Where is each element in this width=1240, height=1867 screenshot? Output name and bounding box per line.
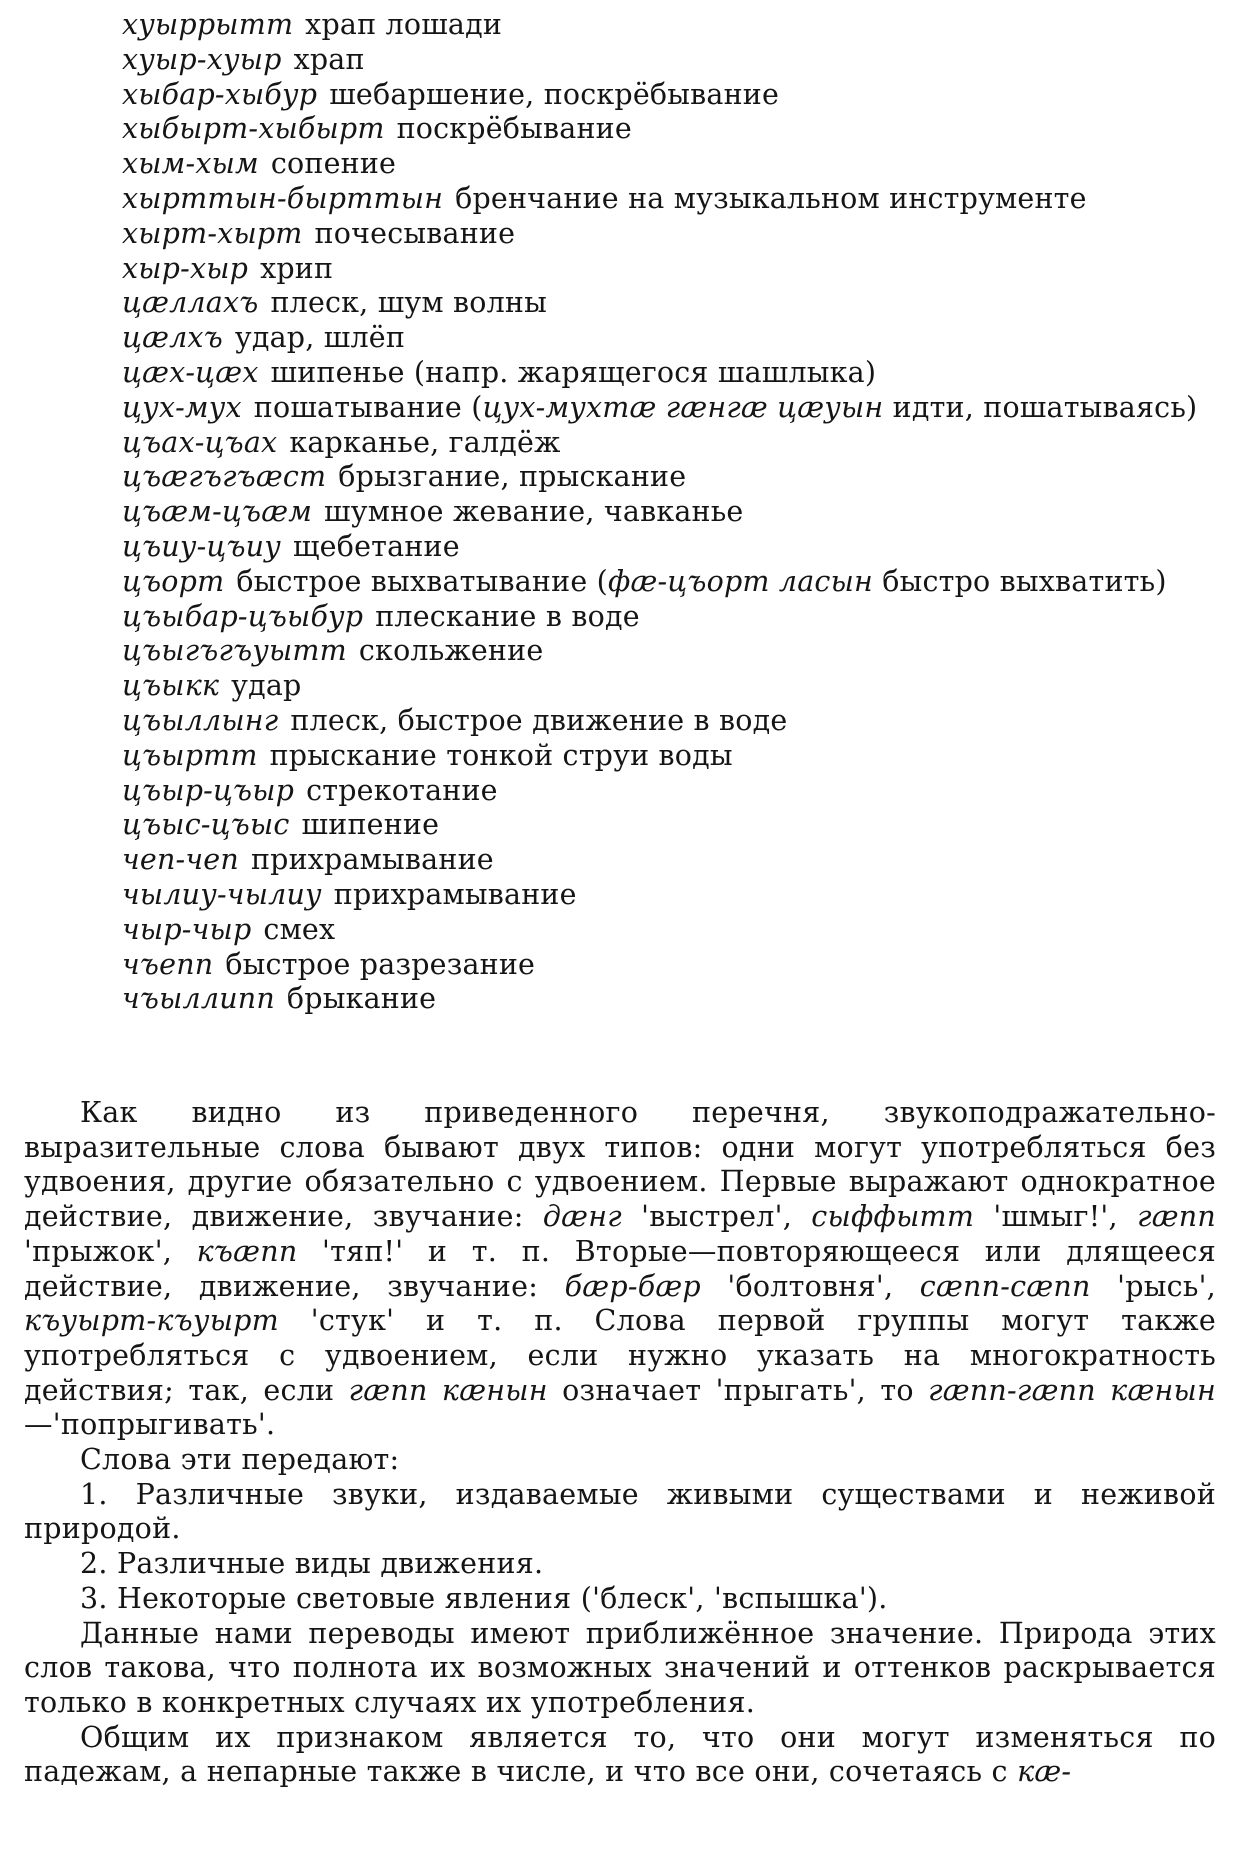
paragraph-translations: Данные нами переводы имеют приближённое значение. Природа этих слов такова, что полнота их возможных значений и оттенков раскрывается только в конкретных случаях их употребления. <box>24 1616 1216 1719</box>
entry-gloss: смех <box>263 912 336 946</box>
list-item <box>0 878 1240 913</box>
entry-gloss: стрекотание <box>306 773 498 807</box>
list-item <box>0 426 1240 461</box>
entry-gloss: хрип <box>260 251 334 285</box>
text-run: 'прыжок', <box>24 1234 197 1268</box>
entry-gloss: плескание в воде <box>375 599 640 633</box>
list-item <box>0 8 1240 43</box>
entry-term: хыр-хыр <box>122 251 249 285</box>
list-item <box>0 252 1240 287</box>
entry-gloss: пошатывание ( <box>253 390 483 424</box>
list-item <box>0 704 1240 739</box>
list-item <box>0 739 1240 774</box>
entry-gloss: удар, шлёп <box>234 321 406 355</box>
text-run: 'выстрел', <box>621 1200 812 1234</box>
entry-gloss: почесывание <box>314 216 516 250</box>
entry-gloss: щебетание <box>292 529 460 563</box>
example-term: дæнг <box>542 1200 622 1234</box>
example-term: кæ- <box>1017 1755 1072 1789</box>
entry-term: хырттын-бырттын <box>122 181 444 215</box>
list-item <box>0 774 1240 809</box>
entry-gloss: быстрое разрезание <box>225 947 536 981</box>
entry-term: цъыкк <box>122 669 220 703</box>
list-item <box>0 948 1240 983</box>
list-item <box>0 391 1240 426</box>
example-term: гæпп кæнын <box>348 1373 548 1407</box>
list-item <box>0 982 1240 1017</box>
entry-term: цъæм-цъæм <box>122 495 313 529</box>
entry-term: хуыр-хуыр <box>122 42 282 76</box>
entry-term: чеп-чеп <box>122 843 239 877</box>
text-run: —'попрыгивать'. <box>24 1408 276 1442</box>
text-run: 'шмыг!', <box>974 1200 1138 1234</box>
entry-gloss: плеск, шум волны <box>270 286 547 320</box>
entry-term: цъыллынг <box>122 703 279 737</box>
example-term: сыффытт <box>811 1200 975 1234</box>
example-term: гæпп <box>1137 1200 1216 1234</box>
list-item <box>0 495 1240 530</box>
paragraph-types <box>24 1096 1216 1443</box>
entry-term: цъыбар-цъыбур <box>122 599 364 633</box>
list-item <box>0 182 1240 217</box>
entry-term: чъепп <box>122 947 214 981</box>
entry-gloss: шипение <box>301 808 440 842</box>
list-item <box>0 356 1240 391</box>
entry-example: фæ-цъорт ласын <box>607 564 873 598</box>
text-run: Как видно из приведенного перечня, звукоподражательно-выразительные слова бывают двух типов: одни могут употребляться без удвоения, другие обязательно с удвоением. Первые выражают однократное действие, движение, звучание: <box>24 1096 1216 1234</box>
list-item <box>0 808 1240 843</box>
list-item <box>0 669 1240 704</box>
list-item <box>0 217 1240 252</box>
entry-term: хыбырт-хыбырт <box>122 112 385 146</box>
entry-term: хырт-хырт <box>122 216 303 250</box>
entry-gloss: брызгание, прыскание <box>338 460 687 494</box>
entry-term: цæлхъ <box>122 321 223 355</box>
list-item <box>0 321 1240 356</box>
list-item <box>0 147 1240 182</box>
entry-gloss-tail: быстро выхватить) <box>872 564 1167 598</box>
example-term: бæр-бæр <box>564 1269 701 1303</box>
list-item <box>0 600 1240 635</box>
entry-gloss: шипенье (напр. жарящегося шашлыка) <box>270 355 877 389</box>
entry-gloss: прихрамывание <box>333 877 577 911</box>
list-item <box>0 634 1240 669</box>
entry-gloss: прыскание тонкой струи воды <box>269 738 733 772</box>
entry-term: цъыртт <box>122 738 258 772</box>
entry-gloss: шумное жевание, чавканье <box>324 495 744 529</box>
entry-example: цух-мухтæ гæнгæ цæуын <box>482 390 884 424</box>
list-item <box>0 913 1240 948</box>
text-run: Общим их признаком является то, что они могут изменяться по падежам, а непарные также в числе, и что все они, сочетаясь с <box>24 1720 1216 1789</box>
list-item <box>0 460 1240 495</box>
example-term: сæпп-сæпп <box>919 1269 1091 1303</box>
entry-gloss: быстрое выхватывание ( <box>236 564 608 598</box>
entry-term: цæх-цæх <box>122 355 259 389</box>
entry-gloss-tail: идти, пошатываясь) <box>883 390 1198 424</box>
example-term: къуырт-къуырт <box>24 1304 279 1338</box>
list-item <box>0 843 1240 878</box>
entry-term: цъыс-цъыс <box>122 808 290 842</box>
entry-gloss: брыкание <box>286 982 437 1016</box>
list-item <box>0 112 1240 147</box>
entry-gloss: плеск, быстрое движение в воде <box>290 703 788 737</box>
entry-gloss: удар <box>231 669 302 703</box>
entry-term: цъорт <box>122 564 225 598</box>
numbered-item: 3. Некоторые световые явления ('блеск', 'вспышка'). <box>80 1581 888 1615</box>
text-run: означает 'прыгать', то <box>547 1373 929 1407</box>
entry-term: цух-мух <box>122 390 242 424</box>
list-item <box>0 286 1240 321</box>
numbered-item: 2. Различные виды движения. <box>80 1547 544 1581</box>
text-run: 'тяп!' и т. п. Вторые—повторяющееся или длящееся действие, движение, звучание: <box>24 1234 1216 1303</box>
entry-gloss: карканье, галдёж <box>289 425 561 459</box>
entry-gloss: бренчание на музыкальном инструменте <box>455 181 1087 215</box>
entry-term: цъыр-цъыр <box>122 773 295 807</box>
example-term: гæпп-гæпп кæнын <box>928 1373 1217 1407</box>
list-item <box>0 530 1240 565</box>
entry-term: хыбар-хыбур <box>122 77 318 111</box>
entry-gloss: сопение <box>270 147 397 181</box>
text-run: 'болтовня', <box>700 1269 920 1303</box>
entry-gloss: поскрёбывание <box>396 112 632 146</box>
entry-term: чъыллипп <box>122 982 275 1016</box>
entry-gloss: скольжение <box>358 634 544 668</box>
entry-term: чылиу-чылиу <box>122 877 322 911</box>
entry-term: цъыгъгъуытт <box>122 634 347 668</box>
entry-gloss: храп лошади <box>305 8 503 41</box>
example-term: къæпп <box>196 1234 298 1268</box>
list-item <box>0 43 1240 78</box>
list-item <box>0 78 1240 113</box>
entry-term: чыр-чыр <box>122 912 252 946</box>
body-text <box>0 1096 1240 1790</box>
paragraph-intro: Слова эти передают: <box>80 1443 400 1477</box>
text-run: 'стук' и т. п. Слова первой группы могут также употребляться с удвоением, если нужно указать на многократность действия; так, если <box>24 1304 1216 1407</box>
list-item <box>0 565 1240 600</box>
numbered-item: 1. Различные звуки, издаваемые живыми существами и неживой природой. <box>24 1477 1216 1546</box>
entry-term: хуыррытт <box>122 8 294 41</box>
entry-gloss: прихрамывание <box>250 843 494 877</box>
text-run: 'рысь', <box>1090 1269 1216 1303</box>
paragraph-features <box>24 1721 1216 1790</box>
entry-term: цæллахъ <box>122 286 259 320</box>
entry-gloss: храп <box>293 42 365 76</box>
entry-term: хым-хым <box>122 147 259 181</box>
entry-gloss: шебаршение, поскрёбывание <box>329 77 780 111</box>
word-list <box>0 8 1240 1017</box>
entry-term: цъæгъгъæст <box>122 460 327 494</box>
entry-term: цъиу-цъиу <box>122 529 281 563</box>
entry-term: цъах-цъах <box>122 425 278 459</box>
